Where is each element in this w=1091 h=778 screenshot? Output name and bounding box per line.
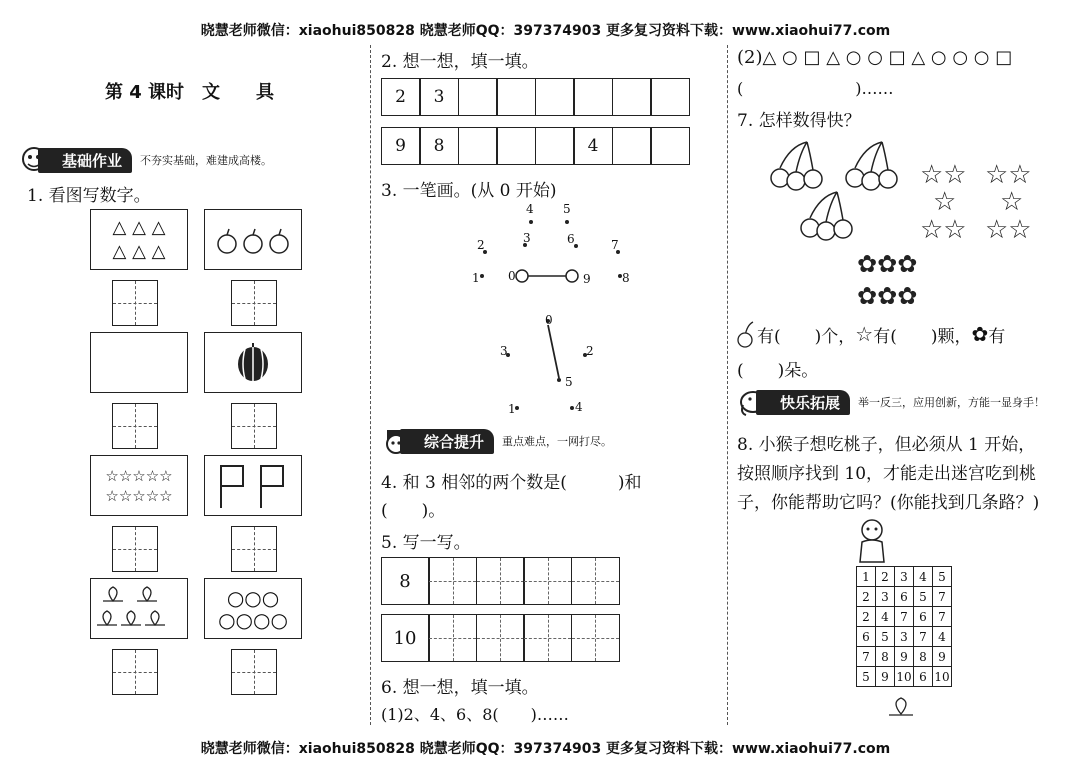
answer-box[interactable] xyxy=(112,280,158,326)
maze-cell[interactable]: 5 xyxy=(876,627,895,647)
maze-cell[interactable]: 5 xyxy=(914,587,933,607)
number-cell[interactable] xyxy=(458,78,498,116)
writing-cell[interactable] xyxy=(476,557,525,605)
dot-label: 0 xyxy=(545,313,553,327)
number-cell[interactable] xyxy=(496,78,536,116)
maze-cell[interactable]: 10 xyxy=(895,667,914,687)
q6-part2: (2)△ ○ □ △ ○ ○ □ △ ○ ○ ○ □ xyxy=(737,47,1013,68)
maze-cell[interactable]: 7 xyxy=(895,607,914,627)
badge-combo xyxy=(382,426,612,456)
badge-fun-label: 快乐拓展 xyxy=(756,390,850,415)
maze-row xyxy=(857,607,952,627)
maze-cell[interactable]: 2 xyxy=(857,587,876,607)
maze-cell[interactable]: 2 xyxy=(876,567,895,587)
maze-cell[interactable]: 3 xyxy=(895,627,914,647)
maze-row xyxy=(857,647,952,667)
picture-circles xyxy=(204,578,302,639)
maze-cell[interactable]: 6 xyxy=(914,667,933,687)
picture-flags xyxy=(204,455,302,516)
number-cell[interactable] xyxy=(612,78,652,116)
badge-fun xyxy=(738,387,1045,417)
writing-cell[interactable] xyxy=(476,614,525,662)
dot-label: 2 xyxy=(586,344,594,358)
cherry-group xyxy=(771,142,822,190)
dot-label: 3 xyxy=(500,344,508,358)
q7-text: 7. 怎样数得快？ xyxy=(737,111,861,131)
maze-row xyxy=(857,587,952,607)
svg-text:☆: ☆ xyxy=(1000,187,1024,217)
dot-label: 4 xyxy=(575,400,583,414)
answer-box[interactable] xyxy=(231,649,277,695)
maze-row xyxy=(857,567,952,587)
picture-stars xyxy=(90,455,188,516)
maze-cell[interactable]: 4 xyxy=(933,627,952,647)
stars-text: ☆☆☆☆☆ ☆☆☆☆☆ xyxy=(105,466,173,505)
answer-box[interactable] xyxy=(231,526,277,572)
q8-line3: 子，你能帮助它吗？(你能找到几条路？) xyxy=(737,493,1040,513)
number-cell[interactable] xyxy=(458,127,498,165)
dot-label: 5 xyxy=(565,375,573,389)
writing-cell[interactable] xyxy=(523,614,572,662)
dot-label: 8 xyxy=(622,271,630,285)
maze-cell[interactable]: 1 xyxy=(857,567,876,587)
dot-label: 6 xyxy=(567,232,575,246)
maze-cell[interactable]: 8 xyxy=(914,647,933,667)
peach-icon xyxy=(886,694,916,722)
q5-text: 5. 写一写。 xyxy=(381,533,471,553)
dot-label: 9 xyxy=(583,272,591,286)
lesson-title: 第 4 课时 文 具 xyxy=(105,82,275,103)
maze-cell[interactable]: 7 xyxy=(933,607,952,627)
q7-star-blank: 有( )颗， xyxy=(873,326,972,347)
writing-cell[interactable] xyxy=(571,557,620,605)
maze-cell[interactable]: 5 xyxy=(857,667,876,687)
q3-text: 3. 一笔画。(从 0 开始) xyxy=(381,181,557,201)
q7-cherry-blank: 有( )个， xyxy=(757,326,856,347)
dot-label: 4 xyxy=(526,202,534,216)
badge-fun-tip: 举一反三，应用创新，方能一显身手！ xyxy=(858,396,1046,409)
dot-label: 1 xyxy=(508,402,516,416)
badge-basic-label: 基础作业 xyxy=(38,148,132,173)
picture-apples xyxy=(204,209,302,270)
column-divider xyxy=(370,45,371,725)
number-cell: 9 xyxy=(381,127,421,165)
q8-line1: 8. 小猴子想吃桃子，但必须从 1 开始， xyxy=(737,435,1036,455)
badge-combo-tip: 重点难点，一网打尽。 xyxy=(502,435,613,448)
maze-cell[interactable]: 6 xyxy=(914,607,933,627)
maze-cell[interactable]: 10 xyxy=(933,667,952,687)
picture-triangles xyxy=(90,209,188,270)
dot-label: 0 xyxy=(508,269,516,283)
peach-icons xyxy=(91,579,187,638)
dot-label: 5 xyxy=(563,202,571,216)
monkey-icon xyxy=(852,518,892,566)
maze-cell[interactable]: 7 xyxy=(914,627,933,647)
maze-grid xyxy=(856,566,952,687)
maze-cell[interactable]: 3 xyxy=(876,587,895,607)
maze-cell[interactable]: 4 xyxy=(914,567,933,587)
svg-text:☆: ☆ xyxy=(933,187,957,217)
example-digit: 10 xyxy=(381,614,430,662)
cherry-group xyxy=(846,142,897,190)
number-cell: 3 xyxy=(419,78,459,116)
dot-label: 7 xyxy=(611,238,619,252)
q2-text: 2. 想一想，填一填。 xyxy=(381,52,539,72)
writing-cell[interactable] xyxy=(428,614,477,662)
star-icon: ☆ xyxy=(855,322,874,346)
svg-text:☆☆: ☆☆ xyxy=(985,215,1032,245)
maze-row xyxy=(857,627,952,647)
number-cell[interactable] xyxy=(535,78,575,116)
answer-box[interactable] xyxy=(112,526,158,572)
number-cell[interactable] xyxy=(612,127,652,165)
picture-watermelon xyxy=(204,332,302,393)
number-cell: 2 xyxy=(381,78,421,116)
badge-combo-label: 综合提升 xyxy=(400,429,494,454)
svg-text:☆☆: ☆☆ xyxy=(920,215,967,245)
svg-text:✿✿✿: ✿✿✿ xyxy=(857,282,918,308)
maze-row xyxy=(857,667,952,687)
maze-cell[interactable]: 9 xyxy=(933,647,952,667)
answer-box[interactable] xyxy=(231,403,277,449)
answer-box[interactable] xyxy=(231,280,277,326)
page-footer: 晓慧老师微信：xiaohui850828 晓慧老师QQ：397374903 更多复习资料下载：www.xiaohui77.com xyxy=(200,741,891,757)
q4-line1: 4. 和 3 相邻的两个数是( )和 xyxy=(381,473,642,493)
maze-cell[interactable]: 9 xyxy=(895,647,914,667)
q7-answer-line1 xyxy=(735,320,1005,348)
dot-drawing xyxy=(460,200,660,420)
watermelon-icon xyxy=(205,333,301,392)
number-cell[interactable] xyxy=(573,78,613,116)
q2-row1 xyxy=(382,78,690,116)
q5-row2 xyxy=(382,614,620,662)
writing-cell[interactable] xyxy=(571,614,620,662)
cherry-group xyxy=(801,192,852,240)
q8-line2: 按照顺序找到 10，才能走出迷宫吃到桃 xyxy=(737,464,1037,484)
number-cell[interactable] xyxy=(535,127,575,165)
number-cell[interactable] xyxy=(496,127,536,165)
answer-box[interactable] xyxy=(112,403,158,449)
badge-basic-tip: 不夯实基础，难建成高楼。 xyxy=(140,154,273,167)
maze-cell[interactable]: 3 xyxy=(895,567,914,587)
badge-basic xyxy=(20,145,272,175)
q1-text: 1. 看图写数字。 xyxy=(27,186,151,206)
maze-cell[interactable]: 2 xyxy=(857,607,876,627)
writing-cell[interactable] xyxy=(428,557,477,605)
number-cell[interactable] xyxy=(650,78,690,116)
maze-cell[interactable]: 6 xyxy=(857,627,876,647)
column-divider xyxy=(727,45,728,725)
example-digit: 8 xyxy=(381,557,430,605)
dot-label: 3 xyxy=(523,231,531,245)
q7-answer-line2: ( )朵。 xyxy=(737,361,819,381)
apple-icons xyxy=(205,210,301,269)
maze-cell[interactable]: 6 xyxy=(895,587,914,607)
page-header: 晓慧老师微信：xiaohui850828 晓慧老师QQ：397374903 更多复习资料下载：www.xiaohui77.com xyxy=(200,23,891,39)
number-cell: 4 xyxy=(573,127,613,165)
number-cell: 8 xyxy=(419,127,459,165)
q2-row2 xyxy=(382,127,690,165)
dot-label: 2 xyxy=(477,238,485,252)
counting-picture xyxy=(765,138,1065,308)
svg-text:☆☆: ☆☆ xyxy=(985,160,1032,190)
circles-text: ○○○ ○○○○ xyxy=(218,585,288,632)
number-cell[interactable] xyxy=(650,127,690,165)
q4-line2: ( )。 xyxy=(381,501,446,521)
picture-empty xyxy=(90,332,188,393)
q6-text: 6. 想一想，填一填。 xyxy=(381,678,539,698)
answer-box[interactable] xyxy=(112,649,158,695)
dot-label: 1 xyxy=(472,271,480,285)
q5-row1 xyxy=(382,557,620,605)
q6-part2-blank: ( )…… xyxy=(737,79,894,98)
maze-cell[interactable]: 7 xyxy=(857,647,876,667)
svg-text:☆☆: ☆☆ xyxy=(920,160,967,190)
maze-cell[interactable]: 8 xyxy=(876,647,895,667)
q6-part1: (1)2、4、6、8( )…… xyxy=(381,705,569,724)
maze-cell[interactable]: 7 xyxy=(933,587,952,607)
maze-cell[interactable]: 5 xyxy=(933,567,952,587)
picture-peaches xyxy=(90,578,188,639)
writing-cell[interactable] xyxy=(523,557,572,605)
maze-cell[interactable]: 9 xyxy=(876,667,895,687)
cherry-icon xyxy=(735,320,757,348)
flag-icons xyxy=(205,456,301,515)
q7-flower-label: 有 xyxy=(988,326,1006,347)
triangles-text: △ △ △ △ △ △ xyxy=(112,216,166,262)
svg-text:✿✿✿: ✿✿✿ xyxy=(857,250,918,278)
flower-icon: ✿ xyxy=(971,322,989,346)
maze-cell[interactable]: 4 xyxy=(876,607,895,627)
